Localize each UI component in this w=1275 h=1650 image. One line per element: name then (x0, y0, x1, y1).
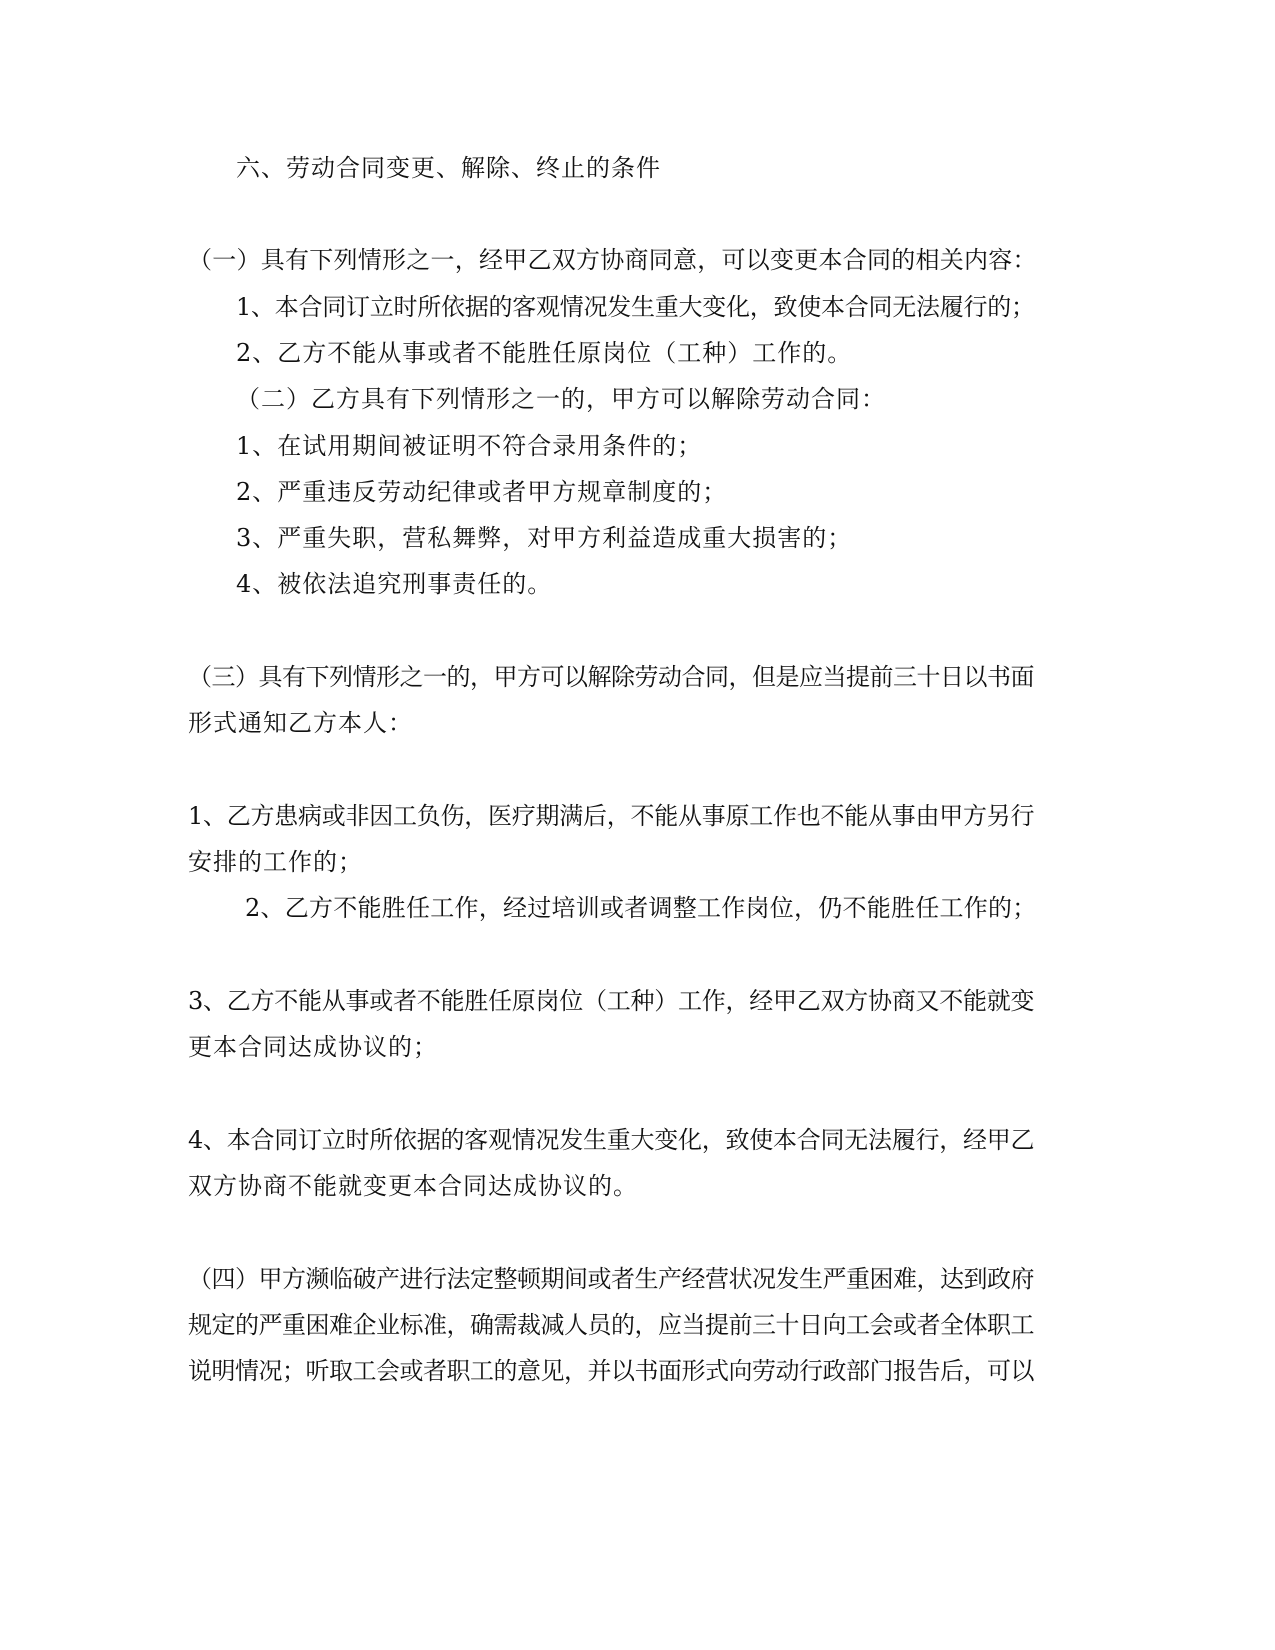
clause-1-heading: （一）具有下列情形之一，经甲乙双方协商同意，可以变更本合同的相关内容： (188, 246, 1037, 274)
clause-2-item-4: 4、被依法追究刑事责任的。 (236, 570, 553, 598)
clause-3-item-1-line-1: 1、乙方患病或非因工负伤，医疗期满后，不能从事原工作也不能从事由甲方另行 (188, 802, 1035, 830)
clause-2-item-2: 2、严重违反劳动纪律或者甲方规章制度的； (236, 478, 728, 506)
clause-2-item-3: 3、严重失职，营私舞弊，对甲方利益造成重大损害的； (236, 524, 853, 552)
clause-3-heading-line-2: 形式通知乙方本人： (188, 709, 413, 737)
clause-1-item-2: 2、乙方不能从事或者不能胜任原岗位（工种）工作的。 (236, 339, 853, 367)
clause-3-item-4-line-2: 双方协商不能就变更本合同达成协议的。 (188, 1172, 638, 1200)
clause-3-heading-line-1: （三）具有下列情形之一的，甲方可以解除劳动合同，但是应当提前三十日以书面 (188, 663, 1034, 691)
section-title: 六、劳动合同变更、解除、终止的条件 (236, 154, 661, 182)
clause-2-heading: （二）乙方具有下列情形之一的，甲方可以解除劳动合同： (236, 385, 886, 413)
clause-3-item-2: 2、乙方不能胜任工作，经过培训或者调整工作岗位，仍不能胜任工作的； (245, 894, 1037, 922)
clause-1-item-1: 1、本合同订立时所依据的客观情况发生重大变化，致使本合同无法履行的； (236, 293, 1035, 321)
clause-3-item-1-line-2: 安排的工作的； (188, 848, 363, 876)
clause-2-item-1: 1、在试用期间被证明不符合录用条件的； (236, 432, 703, 460)
clause-3-item-3-line-2: 更本合同达成协议的； (188, 1033, 438, 1061)
clause-3-item-4-line-1: 4、本合同订立时所依据的客观情况发生重大变化，致使本合同无法履行，经甲乙 (188, 1126, 1035, 1154)
clause-4-line-2: 规定的严重困难企业标准，确需裁减人员的，应当提前三十日向工会或者全体职工 (188, 1311, 1034, 1339)
clause-4-line-3: 说明情况；听取工会或者职工的意见，并以书面形式向劳动行政部门报告后，可以 (188, 1357, 1034, 1385)
clause-4-line-1: （四）甲方濒临破产进行法定整顿期间或者生产经营状况发生严重困难，达到政府 (188, 1265, 1034, 1293)
clause-3-item-3-line-1: 3、乙方不能从事或者不能胜任原岗位（工种）工作，经甲乙双方协商又不能就变 (188, 987, 1035, 1015)
